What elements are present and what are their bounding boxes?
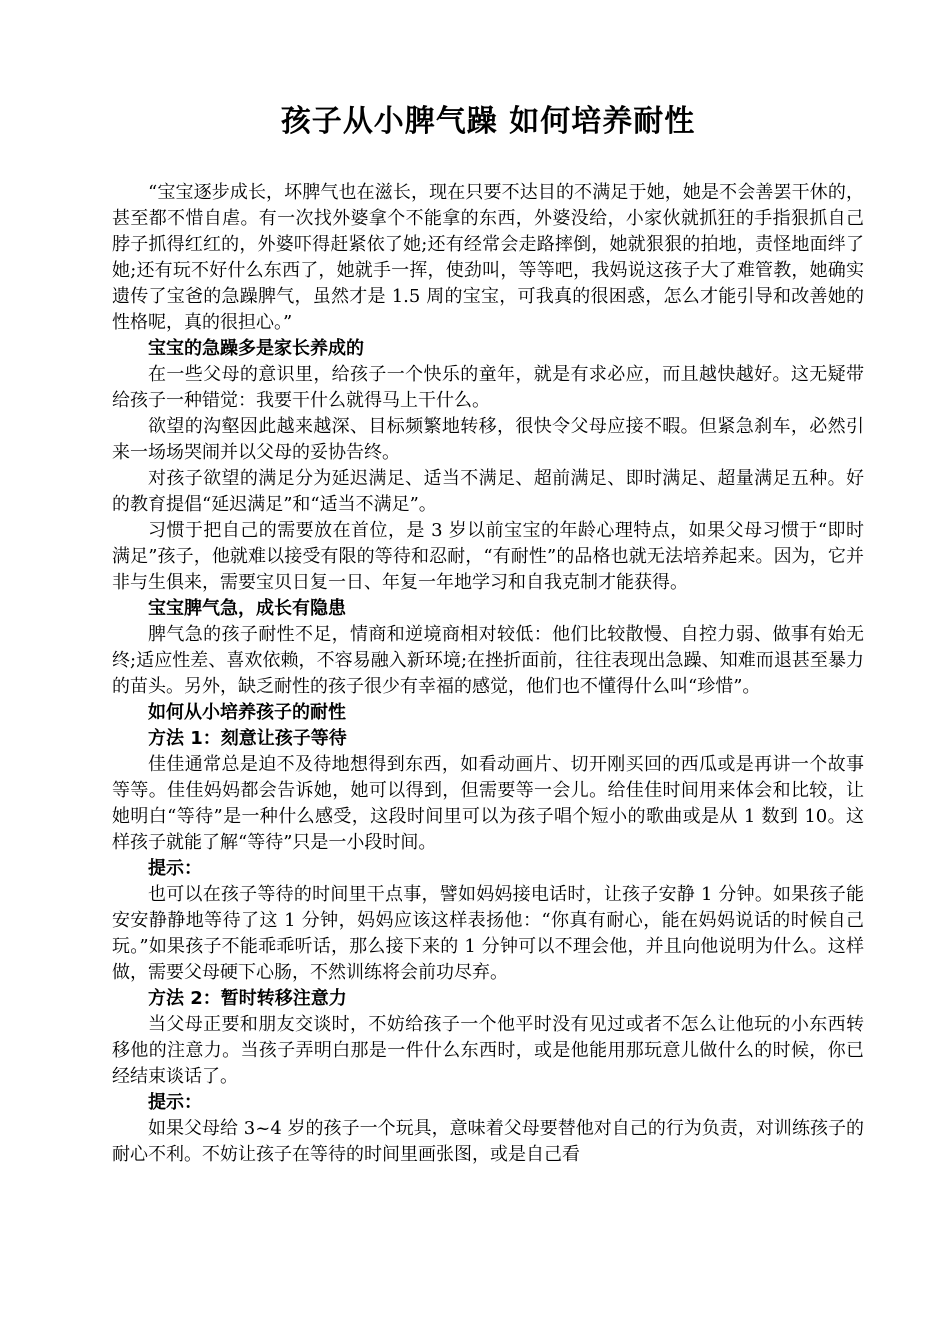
paragraph: 欲望的沟壑因此越来越深、目标频繁地转移，很快令父母应接不暇。但紧急刹车，必然引来一场场哭闹并以父母的妥协告终。 xyxy=(112,416,864,463)
paragraph: 习惯于把自己的需要放在首位，是 3 岁以前宝宝的年龄心理特点，如果父母习惯于“即时满足”孩子，他就难以接受有限的等待和忍耐，“有耐性”的品格也就无法培养起来。因为，它并非与生俱来，需要宝贝日复一日、年复一年地学习和自我克制才能获得。 xyxy=(112,520,864,593)
document-body xyxy=(112,180,864,1168)
paragraph: 对孩子欲望的满足分为延迟满足、适当不满足、超前满足、即时满足、超量满足五种。好的教育提倡“延迟满足”和“适当不满足”。 xyxy=(112,468,864,515)
document-page xyxy=(112,100,864,1168)
paragraph: “宝宝逐步成长，坏脾气也在滋长，现在只要不达目的不满足于她，她是不会善罢干休的，甚至都不惜自虐。有一次找外婆拿个不能拿的东西，外婆没给，小家伙就抓狂的手指狠抓自己脖子抓得红红的，外婆吓得赶紧依了她;还有经常会走路摔倒，她就狠狠的拍地，责怪地面绊了她;还有玩不好什么东西了，她就手一挥，使劲叫，等等吧，我妈说这孩子大了难管教，她确实遗传了宝爸的急躁脾气，虽然才是 1.5 周的宝宝，可我真的很困惑，怎么才能引导和改善她的性格呢，真的很担心。” xyxy=(112,182,864,333)
paragraph: 当父母正要和朋友交谈时，不妨给孩子一个他平时没有见过或者不怎么让他玩的小东西转移他的注意力。当孩子弄明白那是一件什么东西时，或是他能用那玩意儿做什么的时候，你已经结束谈话了。 xyxy=(112,1014,864,1087)
paragraph: 如果父母给 3~4 岁的孩子一个玩具，意味着父母要替他对自己的行为负责，对训练孩子的耐心不利。不妨让孩子在等待的时间里画张图，或是自己看 xyxy=(112,1118,864,1165)
paragraph: 佳佳通常总是迫不及待地想得到东西，如看动画片、切开刚买回的西瓜或是再讲一个故事等等。佳佳妈妈都会告诉她，她可以得到，但需要等一会儿。给佳佳时间用来体会和比较，让她明白“等待”是一种什么感受，这段时间里可以为孩子唱个短小的歌曲或是从 1 数到 10。这样孩子就能了解“等待”只是一小段时间。 xyxy=(112,754,864,853)
tip-heading: 提示： xyxy=(148,858,202,879)
paragraph: 脾气急的孩子耐性不足，情商和逆境商相对较低：他们比较散慢、自控力弱、做事有始无终;适应性差、喜欢依赖，不容易融入新环境;在挫折面前，往往表现出急躁、知难而退甚至暴力的苗头。另外，缺乏耐性的孩子很少有幸福的感觉，他们也不懂得什么叫“珍惜”。 xyxy=(112,624,864,697)
paragraph: 也可以在孩子等待的时间里干点事，譬如妈妈接电话时，让孩子安静 1 分钟。如果孩子能安安静静地等待了这 1 分钟，妈妈应该这样表扬他：“你真有耐心，能在妈妈说话的时候自己玩。”如果孩子不能乖乖听话，那么接下来的 1 分钟可以不理会他，并且向他说明为什么。这样做，需要父母硬下心肠，不然训练将会前功尽弃。 xyxy=(112,884,864,983)
paragraph: 在一些父母的意识里，给孩子一个快乐的童年，就是有求必应，而且越快越好。这无疑带给孩子一种错觉：我要干什么就得马上干什么。 xyxy=(112,364,864,411)
section-heading: 宝宝脾气急，成长有隐患 xyxy=(148,598,346,619)
method-heading: 方法 2：暂时转移注意力 xyxy=(148,988,347,1009)
tip-heading: 提示： xyxy=(148,1092,202,1113)
document-title: 孩子从小脾气躁 如何培养耐性 xyxy=(280,104,696,139)
section-heading: 宝宝的急躁多是家长养成的 xyxy=(148,338,364,359)
section-heading: 如何从小培养孩子的耐性 xyxy=(148,702,346,723)
method-heading: 方法 1：刻意让孩子等待 xyxy=(148,728,347,749)
